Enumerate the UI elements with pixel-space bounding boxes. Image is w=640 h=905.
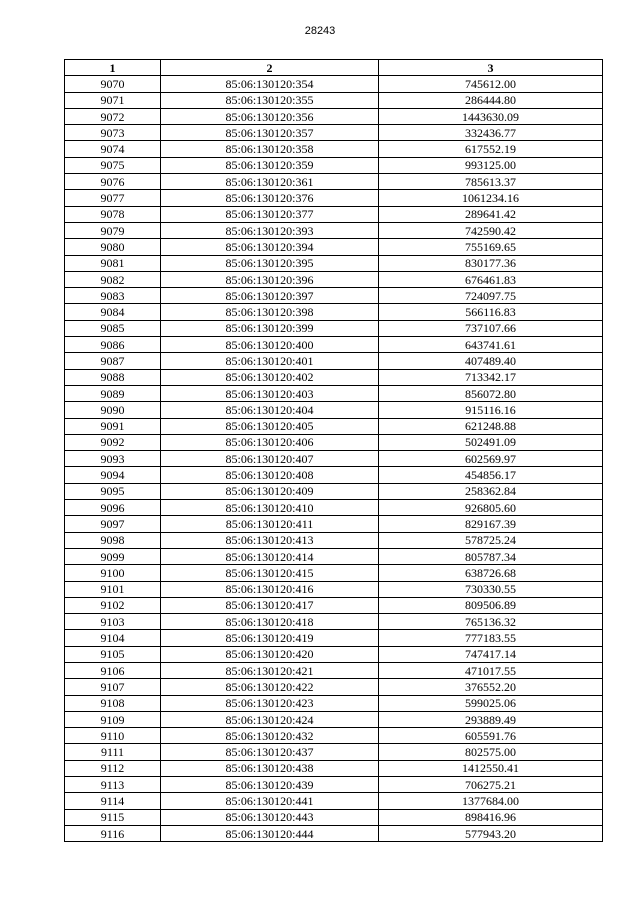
- cadastral-number-cell: 85:06:130120:399: [161, 320, 379, 336]
- row-number-cell: 9113: [65, 777, 161, 793]
- table-row: [65, 532, 603, 548]
- cadastral-number-cell: 85:06:130120:409: [161, 483, 379, 499]
- value-cell: 830177.36: [379, 255, 603, 271]
- cadastral-number-cell: 85:06:130120:406: [161, 434, 379, 450]
- value-cell: 258362.84: [379, 483, 603, 499]
- cadastral-number-cell: 85:06:130120:417: [161, 597, 379, 613]
- table-row: [65, 157, 603, 173]
- table-row: [65, 500, 603, 516]
- value-cell: 605591.76: [379, 728, 603, 744]
- cadastral-number-cell: 85:06:130120:395: [161, 255, 379, 271]
- column-header-3: 3: [379, 60, 603, 76]
- row-number-cell: 9084: [65, 304, 161, 320]
- row-number-cell: 9075: [65, 157, 161, 173]
- value-cell: 578725.24: [379, 532, 603, 548]
- cadastral-number-cell: 85:06:130120:402: [161, 369, 379, 385]
- cadastral-number-cell: 85:06:130120:414: [161, 548, 379, 564]
- value-cell: 1443630.09: [379, 108, 603, 124]
- cadastral-number-cell: 85:06:130120:403: [161, 385, 379, 401]
- table-row: [65, 467, 603, 483]
- value-cell: 829167.39: [379, 516, 603, 532]
- value-cell: 706275.21: [379, 777, 603, 793]
- value-cell: 856072.80: [379, 385, 603, 401]
- cadastral-number-cell: 85:06:130120:420: [161, 646, 379, 662]
- value-cell: 293889.49: [379, 711, 603, 727]
- value-cell: 737107.66: [379, 320, 603, 336]
- table-row: [65, 711, 603, 727]
- row-number-cell: 9104: [65, 630, 161, 646]
- value-cell: 599025.06: [379, 695, 603, 711]
- row-number-cell: 9089: [65, 385, 161, 401]
- cadastral-number-cell: 85:06:130120:437: [161, 744, 379, 760]
- header-row: [65, 60, 603, 76]
- row-number-cell: 9109: [65, 711, 161, 727]
- cadastral-number-cell: 85:06:130120:424: [161, 711, 379, 727]
- table-row: [65, 434, 603, 450]
- table-row: [65, 793, 603, 809]
- value-cell: 289641.42: [379, 206, 603, 222]
- value-cell: 471017.55: [379, 662, 603, 678]
- value-cell: 407489.40: [379, 353, 603, 369]
- row-number-cell: 9110: [65, 728, 161, 744]
- row-number-cell: 9079: [65, 222, 161, 238]
- row-number-cell: 9094: [65, 467, 161, 483]
- cadastral-number-cell: 85:06:130120:444: [161, 825, 379, 841]
- table-row: [65, 516, 603, 532]
- value-cell: 742590.42: [379, 222, 603, 238]
- row-number-cell: 9106: [65, 662, 161, 678]
- value-cell: 676461.83: [379, 271, 603, 287]
- value-cell: 805787.34: [379, 548, 603, 564]
- row-number-cell: 9108: [65, 695, 161, 711]
- value-cell: 993125.00: [379, 157, 603, 173]
- value-cell: 566116.83: [379, 304, 603, 320]
- table-row: [65, 451, 603, 467]
- row-number-cell: 9083: [65, 288, 161, 304]
- value-cell: 809506.89: [379, 597, 603, 613]
- row-number-cell: 9107: [65, 679, 161, 695]
- table-row: [65, 271, 603, 287]
- table-row: [65, 744, 603, 760]
- cadastral-number-cell: 85:06:130120:359: [161, 157, 379, 173]
- row-number-cell: 9073: [65, 125, 161, 141]
- cadastral-number-cell: 85:06:130120:423: [161, 695, 379, 711]
- row-number-cell: 9100: [65, 565, 161, 581]
- row-number-cell: 9103: [65, 614, 161, 630]
- value-cell: 1061234.16: [379, 190, 603, 206]
- table-row: [65, 662, 603, 678]
- row-number-cell: 9088: [65, 369, 161, 385]
- table-row: [65, 581, 603, 597]
- cadastral-number-cell: 85:06:130120:376: [161, 190, 379, 206]
- value-cell: 898416.96: [379, 809, 603, 825]
- value-cell: 454856.17: [379, 467, 603, 483]
- table-row: [65, 483, 603, 499]
- cadastral-number-cell: 85:06:130120:422: [161, 679, 379, 695]
- cadastral-number-cell: 85:06:130120:421: [161, 662, 379, 678]
- row-number-cell: 9098: [65, 532, 161, 548]
- table-row: [65, 418, 603, 434]
- value-cell: 502491.09: [379, 434, 603, 450]
- row-number-cell: 9077: [65, 190, 161, 206]
- row-number-cell: 9114: [65, 793, 161, 809]
- cadastral-number-cell: 85:06:130120:408: [161, 467, 379, 483]
- cadastral-number-cell: 85:06:130120:357: [161, 125, 379, 141]
- row-number-cell: 9072: [65, 108, 161, 124]
- value-cell: 785613.37: [379, 174, 603, 190]
- value-cell: 730330.55: [379, 581, 603, 597]
- row-number-cell: 9096: [65, 500, 161, 516]
- column-header-2: 2: [161, 60, 379, 76]
- row-number-cell: 9097: [65, 516, 161, 532]
- row-number-cell: 9112: [65, 760, 161, 776]
- row-number-cell: 9078: [65, 206, 161, 222]
- cadastral-number-cell: 85:06:130120:377: [161, 206, 379, 222]
- value-cell: 765136.32: [379, 614, 603, 630]
- page-number: 28243: [304, 25, 336, 37]
- table-row: [65, 402, 603, 418]
- table-header: [65, 60, 603, 76]
- row-number-cell: 9101: [65, 581, 161, 597]
- table-row: [65, 809, 603, 825]
- table-row: [65, 174, 603, 190]
- cadastral-number-cell: 85:06:130120:418: [161, 614, 379, 630]
- row-number-cell: 9080: [65, 239, 161, 255]
- cadastral-number-cell: 85:06:130120:397: [161, 288, 379, 304]
- row-number-cell: 9082: [65, 271, 161, 287]
- table-row: [65, 190, 603, 206]
- table-row: [65, 825, 603, 841]
- value-cell: 643741.61: [379, 337, 603, 353]
- value-cell: 1377684.00: [379, 793, 603, 809]
- table-row: [65, 597, 603, 613]
- row-number-cell: 9092: [65, 434, 161, 450]
- row-number-cell: 9095: [65, 483, 161, 499]
- table-row: [65, 92, 603, 108]
- table-row: [65, 646, 603, 662]
- table-row: [65, 337, 603, 353]
- row-number-cell: 9093: [65, 451, 161, 467]
- table-row: [65, 288, 603, 304]
- row-number-cell: 9086: [65, 337, 161, 353]
- row-number-cell: 9081: [65, 255, 161, 271]
- value-cell: 713342.17: [379, 369, 603, 385]
- cadastral-number-cell: 85:06:130120:405: [161, 418, 379, 434]
- cadastral-number-cell: 85:06:130120:355: [161, 92, 379, 108]
- table-body: [65, 76, 603, 842]
- cadastral-number-cell: 85:06:130120:393: [161, 222, 379, 238]
- cadastral-number-cell: 85:06:130120:358: [161, 141, 379, 157]
- table-row: [65, 304, 603, 320]
- value-cell: 376552.20: [379, 679, 603, 695]
- table-row: [65, 125, 603, 141]
- table-row: [65, 548, 603, 564]
- value-cell: 802575.00: [379, 744, 603, 760]
- table-row: [65, 760, 603, 776]
- table-row: [65, 222, 603, 238]
- table-row: [65, 255, 603, 271]
- value-cell: 755169.65: [379, 239, 603, 255]
- table-row: [65, 614, 603, 630]
- value-cell: 777183.55: [379, 630, 603, 646]
- column-header-1: 1: [65, 60, 161, 76]
- value-cell: 747417.14: [379, 646, 603, 662]
- table-row: [65, 141, 603, 157]
- table-row: [65, 320, 603, 336]
- cadastral-number-cell: 85:06:130120:401: [161, 353, 379, 369]
- cadastral-number-cell: 85:06:130120:354: [161, 76, 379, 92]
- value-cell: 926805.60: [379, 500, 603, 516]
- value-cell: 915116.16: [379, 402, 603, 418]
- table-row: [65, 76, 603, 92]
- value-cell: 638726.68: [379, 565, 603, 581]
- row-number-cell: 9099: [65, 548, 161, 564]
- cadastral-number-cell: 85:06:130120:361: [161, 174, 379, 190]
- table-row: [65, 206, 603, 222]
- cadastral-number-cell: 85:06:130120:411: [161, 516, 379, 532]
- table-row: [65, 565, 603, 581]
- value-cell: 577943.20: [379, 825, 603, 841]
- row-number-cell: 9116: [65, 825, 161, 841]
- cadastral-number-cell: 85:06:130120:443: [161, 809, 379, 825]
- table-row: [65, 369, 603, 385]
- row-number-cell: 9087: [65, 353, 161, 369]
- table-row: [65, 108, 603, 124]
- value-cell: 724097.75: [379, 288, 603, 304]
- cadastral-number-cell: 85:06:130120:407: [161, 451, 379, 467]
- table-row: [65, 353, 603, 369]
- cadastral-number-cell: 85:06:130120:432: [161, 728, 379, 744]
- row-number-cell: 9115: [65, 809, 161, 825]
- cadastral-number-cell: 85:06:130120:419: [161, 630, 379, 646]
- value-cell: 1412550.41: [379, 760, 603, 776]
- table-row: [65, 777, 603, 793]
- row-number-cell: 9085: [65, 320, 161, 336]
- cadastral-number-cell: 85:06:130120:416: [161, 581, 379, 597]
- table-row: [65, 385, 603, 401]
- cadastral-number-cell: 85:06:130120:398: [161, 304, 379, 320]
- value-cell: 621248.88: [379, 418, 603, 434]
- row-number-cell: 9076: [65, 174, 161, 190]
- table-row: [65, 695, 603, 711]
- row-number-cell: 9070: [65, 76, 161, 92]
- value-cell: 745612.00: [379, 76, 603, 92]
- table-row: [65, 679, 603, 695]
- row-number-cell: 9074: [65, 141, 161, 157]
- cadastral-number-cell: 85:06:130120:410: [161, 500, 379, 516]
- row-number-cell: 9105: [65, 646, 161, 662]
- cadastral-number-cell: 85:06:130120:438: [161, 760, 379, 776]
- cadastral-number-cell: 85:06:130120:413: [161, 532, 379, 548]
- cadastral-number-cell: 85:06:130120:415: [161, 565, 379, 581]
- cadastral-number-cell: 85:06:130120:439: [161, 777, 379, 793]
- value-cell: 602569.97: [379, 451, 603, 467]
- row-number-cell: 9102: [65, 597, 161, 613]
- table-row: [65, 630, 603, 646]
- table-row: [65, 728, 603, 744]
- cadastral-number-cell: 85:06:130120:394: [161, 239, 379, 255]
- table-row: [65, 239, 603, 255]
- row-number-cell: 9071: [65, 92, 161, 108]
- value-cell: 617552.19: [379, 141, 603, 157]
- value-cell: 332436.77: [379, 125, 603, 141]
- row-number-cell: 9111: [65, 744, 161, 760]
- cadastral-number-cell: 85:06:130120:404: [161, 402, 379, 418]
- cadastral-number-cell: 85:06:130120:356: [161, 108, 379, 124]
- cadastral-number-cell: 85:06:130120:441: [161, 793, 379, 809]
- row-number-cell: 9090: [65, 402, 161, 418]
- value-cell: 286444.80: [379, 92, 603, 108]
- cadastral-number-cell: 85:06:130120:396: [161, 271, 379, 287]
- row-number-cell: 9091: [65, 418, 161, 434]
- cadastral-number-cell: 85:06:130120:400: [161, 337, 379, 353]
- cadastral-value-table: [64, 59, 603, 842]
